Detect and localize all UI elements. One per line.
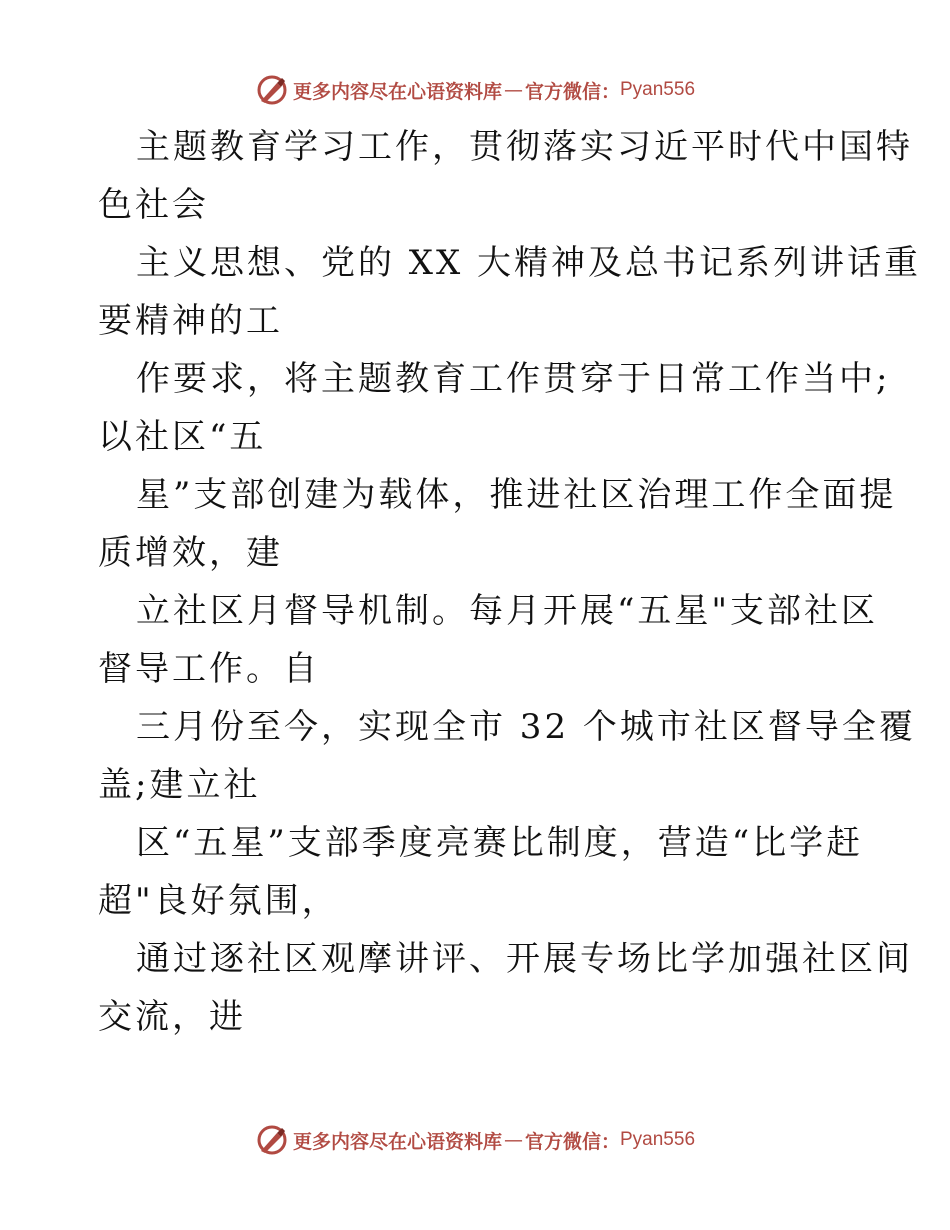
- text-line: 以社区“五: [98, 417, 267, 457]
- pen-logo-icon: [255, 1123, 289, 1157]
- header-banner: [0, 70, 950, 110]
- text-line: 作要求，将主题教育工作贯穿于日常工作当中;: [136, 359, 891, 399]
- banner-dash: —: [503, 79, 523, 101]
- pen-logo-icon: [255, 73, 289, 107]
- text-line: 超"良好氛围，: [98, 881, 339, 921]
- banner-contact-label: 官方微信：: [524, 1130, 620, 1153]
- text-line: 主题教育学习工作，贯彻落实习近平时代中国特: [136, 127, 913, 167]
- text-line: 交流，进: [98, 997, 246, 1037]
- text-line: 督导工作。自: [98, 649, 320, 689]
- text-line: 盖;建立社: [98, 765, 261, 805]
- text-line: 主义思想、党的 XX 大精神及总书记系列讲话重: [136, 243, 922, 283]
- banner-contact-handle: Pyan556: [620, 79, 696, 100]
- banner-dash: —: [503, 1129, 523, 1151]
- text-line: 立社区月督导机制。每月开展“五星"支部社区: [136, 591, 879, 631]
- text-line: 要精神的工: [98, 301, 283, 341]
- banner-slogan: 更多内容尽在心语资料库: [292, 1130, 502, 1153]
- text-line: 通过逐社区观摩讲评、开展专场比学加强社区间: [136, 939, 913, 979]
- text-line: 区“五星”支部季度亮赛比制度，营造“比学赶: [136, 823, 864, 863]
- text-line: 星”支部创建为载体，推进社区治理工作全面提: [136, 475, 897, 515]
- banner-contact-handle: Pyan556: [620, 1129, 696, 1150]
- text-line: 质增效，建: [98, 533, 283, 573]
- banner-contact-label: 官方微信：: [524, 80, 620, 103]
- document-body: [98, 118, 922, 1046]
- footer-banner: [0, 1120, 950, 1160]
- text-line: 三月份至今，实现全市 32 个城市社区督导全覆: [136, 707, 916, 747]
- banner-slogan: 更多内容尽在心语资料库: [292, 80, 502, 103]
- text-line: 色社会: [98, 185, 209, 225]
